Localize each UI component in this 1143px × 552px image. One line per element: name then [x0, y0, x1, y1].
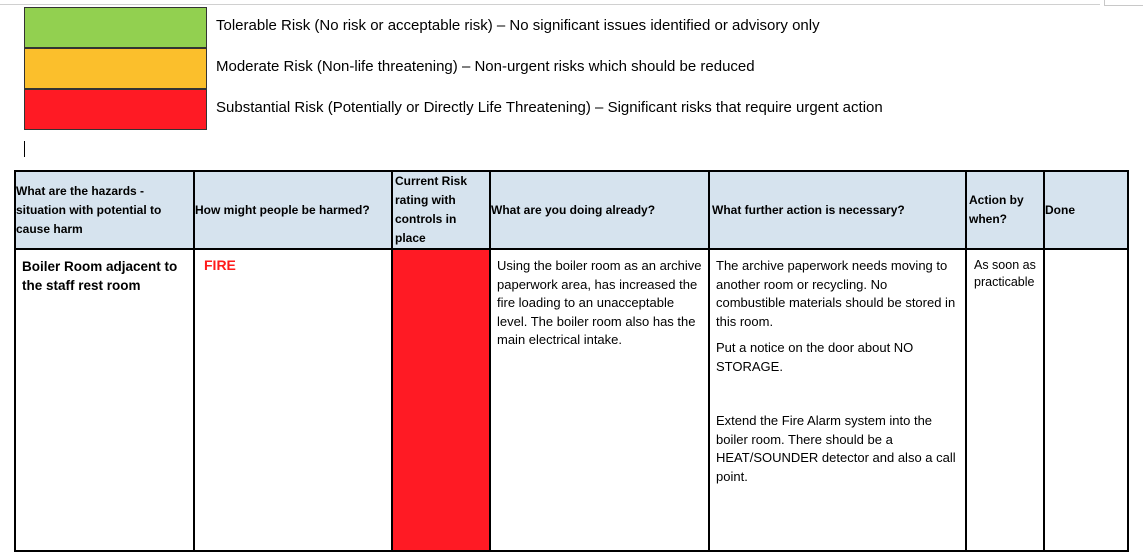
cell-further: [709, 249, 966, 551]
header-hazards: What are the hazards - situation with potential to cause harm: [15, 171, 194, 249]
further-action-1: The archive paperwork needs moving to another room or recycling. No combustible materials should be stored in this room.: [716, 258, 956, 329]
cell-done: [1044, 249, 1128, 551]
hazard-text: Boiler Room adjacent to the staff rest room: [22, 259, 178, 293]
legend-label-substantial: Substantial Risk (Potentially or Directly Life Threatening) – Significant risks that require urgent action: [216, 99, 883, 116]
legend-row-moderate: [24, 48, 924, 89]
legend-label-tolerable: Tolerable Risk (No risk or acceptable risk) – No significant issues identified or advisory only: [216, 17, 820, 34]
further-actions: [710, 250, 965, 486]
text-cursor: [24, 141, 25, 157]
legend-label-moderate: Moderate Risk (Non-life threatening) – Non-urgent risks which should be reduced: [216, 58, 755, 75]
when-text: As soon as practicable: [974, 258, 1036, 289]
header-further: What further action is necessary?: [709, 171, 966, 249]
further-action-2: Put a notice on the door about NO STORAGE.: [716, 340, 914, 374]
header-rating: Current Risk rating with controls in place: [392, 171, 490, 249]
table-row: [15, 249, 1128, 551]
header-when: Action by when?: [966, 171, 1044, 249]
table-header-row: [15, 171, 1128, 249]
legend-swatch-red: [24, 89, 207, 130]
legend-row-substantial: [24, 89, 924, 130]
cell-risk-rating-red: [392, 249, 490, 551]
harm-text: FIRE: [204, 257, 236, 273]
page-top-border: [0, 4, 1100, 5]
header-harm: How might people be harmed?: [194, 171, 392, 249]
cell-harm: [194, 249, 392, 551]
header-done: Done: [1044, 171, 1128, 249]
further-action-3: Extend the Fire Alarm system into the boiler room. There should be a HEAT/SOUNDER detector and also a call point.: [716, 413, 956, 484]
header-doing: What are you doing already?: [490, 171, 709, 249]
legend-swatch-green: [24, 7, 207, 48]
cell-when: [966, 249, 1044, 551]
doing-text: Using the boiler room as an archive paperwork area, has increased the fire loading to an unacceptable level. The boiler room also has the main electrical intake.: [497, 258, 702, 347]
legend-row-tolerable: [24, 7, 924, 48]
cell-doing: [490, 249, 709, 551]
page-corner-mark-horizontal: [1104, 5, 1143, 6]
legend-swatch-amber: [24, 48, 207, 89]
cell-hazard: [15, 249, 194, 551]
risk-assessment-table: [14, 170, 1129, 552]
